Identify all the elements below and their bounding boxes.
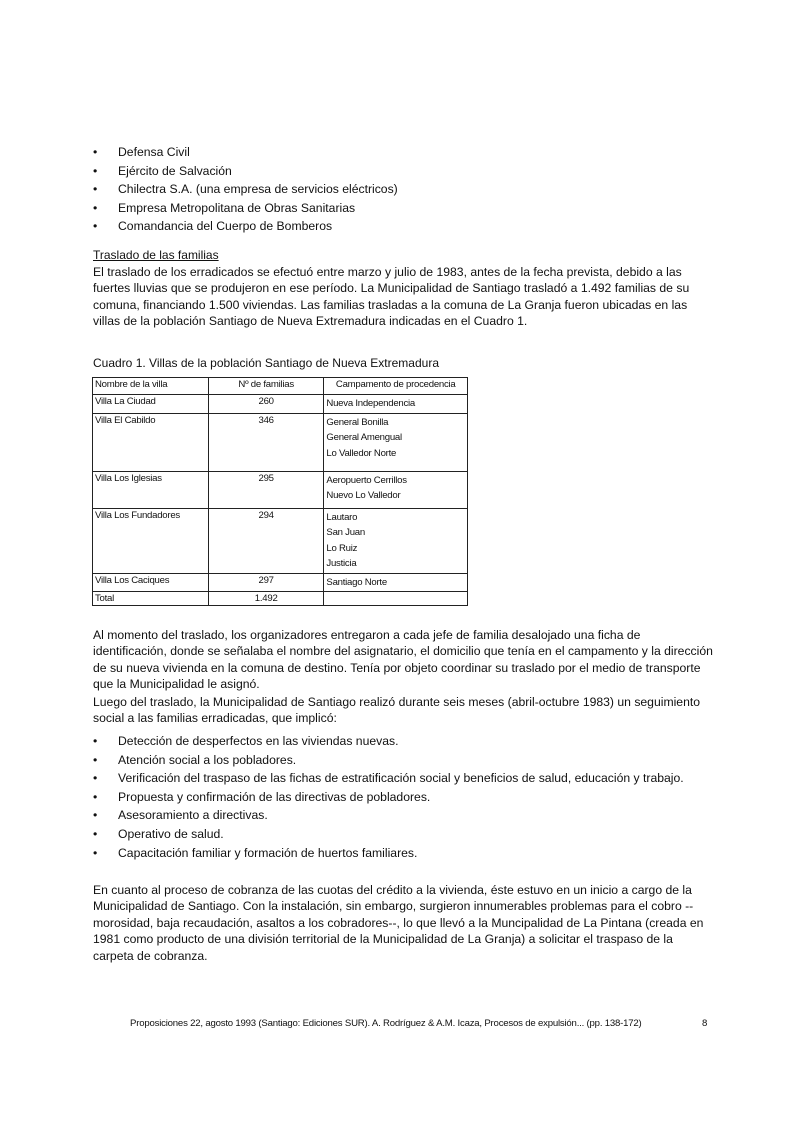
cell-familias: 297 [208,573,324,592]
bullet-icon: • [93,752,98,767]
cell-campamentos [324,471,468,508]
list-item [93,752,713,769]
cell-familias: 346 [208,413,324,471]
campamento-name: Lo Ruiz [326,542,358,554]
table-row [93,508,468,573]
campamento-name: Lautaro [326,511,358,523]
cell-villa: Villa Los Iglesias [93,471,209,508]
bullet-icon: • [93,789,98,804]
campamento-name: Lo Valledor Norte [326,447,397,459]
list-item-text: Verificación del traspaso de las fichas de estratificación social y beneficios de salud, educación y trabajo. [118,771,684,786]
table-total-row [93,592,468,606]
bullet-icon: • [93,219,98,234]
list-item [93,845,713,862]
followup-list [93,733,713,863]
cell-total-value: 1.492 [208,592,324,606]
cell-villa: Villa Los Fundadores [93,508,209,573]
list-item [93,180,713,199]
list-item-text: Detección de desperfectos en las viviendas nuevas. [118,734,399,748]
table-header-row [93,378,468,395]
table-row [93,471,468,508]
bullet-icon: • [93,826,98,841]
bullet-icon: • [93,845,98,860]
cell-familias: 295 [208,471,324,508]
campamento-name: Santiago Norte [326,576,387,588]
list-item [93,770,713,787]
header-villa: Nombre de la villa [93,378,209,395]
bullet-icon: • [93,734,98,748]
campamento-name: General Amengual [326,432,402,443]
bullet-icon: • [93,808,98,823]
list-item [93,733,713,750]
cell-campamentos [324,413,468,471]
cell-villa: Villa El Cabildo [93,413,209,471]
cell-familias: 260 [208,395,324,414]
table-row [93,413,468,471]
bullet-icon: • [93,145,98,159]
table-row [93,573,468,592]
list-item [93,143,713,162]
cell-total-label: Total [93,592,209,606]
paragraph-traslado: El traslado de los erradicados se efectuó entre marzo y julio de 1983, antes de la fecha prevista, debido a las fuertes lluvias que se produjeron en ese período. La Municipalidad de Santiago trasladó a 1.492 familias de su comuna, financiando 1.500 viviendas. Las familias trasladas a la comuna de La Granja fueron ubicadas en las villas de la población Santiago de Nueva Extremadura indicadas en el Cuadro 1. [93,265,690,329]
cell-campamentos [324,573,468,592]
header-familias: Nº de familias [208,378,324,395]
list-item-text: Capacitación familiar y formación de huertos familiares. [118,845,418,860]
list-item [93,826,713,843]
campamento-name: Nuevo Lo Valledor [326,490,401,501]
list-item [93,162,713,181]
list-item-text: Chilectra S.A. (una empresa de servicios eléctricos) [118,182,398,197]
campamento-name: San Juan [326,527,365,538]
list-item [93,217,713,236]
organizations-list [93,143,713,236]
list-item-text: Ejército de Salvación [118,163,232,178]
campamento-name: General Bonilla [326,416,389,428]
list-item-text: Operativo de salud. [118,826,224,841]
section-subheading: Traslado de las familias [93,248,219,262]
page-footer [130,1017,710,1031]
list-item-text: Defensa Civil [118,145,190,159]
cell-campamentos [324,395,468,414]
cell-total-empty [324,592,468,606]
list-item-text: Comandancia del Cuerpo de Bomberos [118,219,333,234]
cell-villa: Villa La Ciudad [93,395,209,414]
list-item [93,789,713,806]
table-row [93,395,468,414]
list-item-text: Asesoramiento a directivas. [118,808,268,823]
cell-campamentos [324,508,468,573]
page-number: 8 [702,1018,708,1029]
campamento-name: Justicia [326,558,357,569]
bullet-icon: • [93,771,98,786]
campamento-name: Aeropuerto Cerrillos [326,474,407,486]
bullet-icon: • [93,182,98,197]
list-item-text: Atención social a los pobladores. [118,752,297,767]
list-item [93,199,713,218]
paragraph-cobranza: En cuanto al proceso de cobranza de las cuotas del crédito a la vivienda, éste estuvo en un inicio a cargo de la Municipalidad de Santiago. Con la instalación, sin embargo, surgieron innumerables problemas para el cobro --morosidad, baja recaudación, asaltos a los cobradores--, lo que llevó a la Muncipalidad de La Pintana (creada en 1981 como producto de una división territorial de la Municipalidad de La Granja) a solicitar el traspaso de la carpeta de cobranza. [93,883,704,963]
list-item [93,807,713,824]
villas-table [92,377,468,606]
paragraph-seguimiento: Luego del traslado, la Municipalidad de Santiago realizó durante seis meses (abril-octubre 1983) un seguimiento social a las familias erradicadas, que implicó: [93,695,701,726]
bullet-icon: • [93,163,98,178]
list-item-text: Empresa Metropolitana de Obras Sanitarias [118,200,356,215]
cell-villa: Villa Los Caciques [93,573,209,592]
campamento-name: Nueva Independencia [326,398,416,409]
table-caption: Cuadro 1. Villas de la población Santiago de Nueva Extremadura [93,356,439,370]
table-body [93,395,468,606]
paragraph-ficha: Al momento del traslado, los organizadores entregaron a cada jefe de familia desalojado una ficha de identificación, donde se señalaba el nombre del asignatario, el domicilio que tenía en el campamento y la dirección de su nueva vivienda en la comuna de destino. Tenía por objeto coordinar su traslado por el medio de transporte que la Municipalidad le asignó. [93,628,713,692]
header-campamento: Campamento de procedencia [324,378,468,395]
bullet-icon: • [93,200,98,215]
cell-familias: 294 [208,508,324,573]
list-item-text: Propuesta y confirmación de las directivas de pobladores. [118,789,431,804]
footer-citation: Proposiciones 22, agosto 1993 (Santiago: Ediciones SUR). A. Rodríguez & A.M. Icaza, Procesos de expulsión... (pp. 138-172) [130,1018,642,1029]
